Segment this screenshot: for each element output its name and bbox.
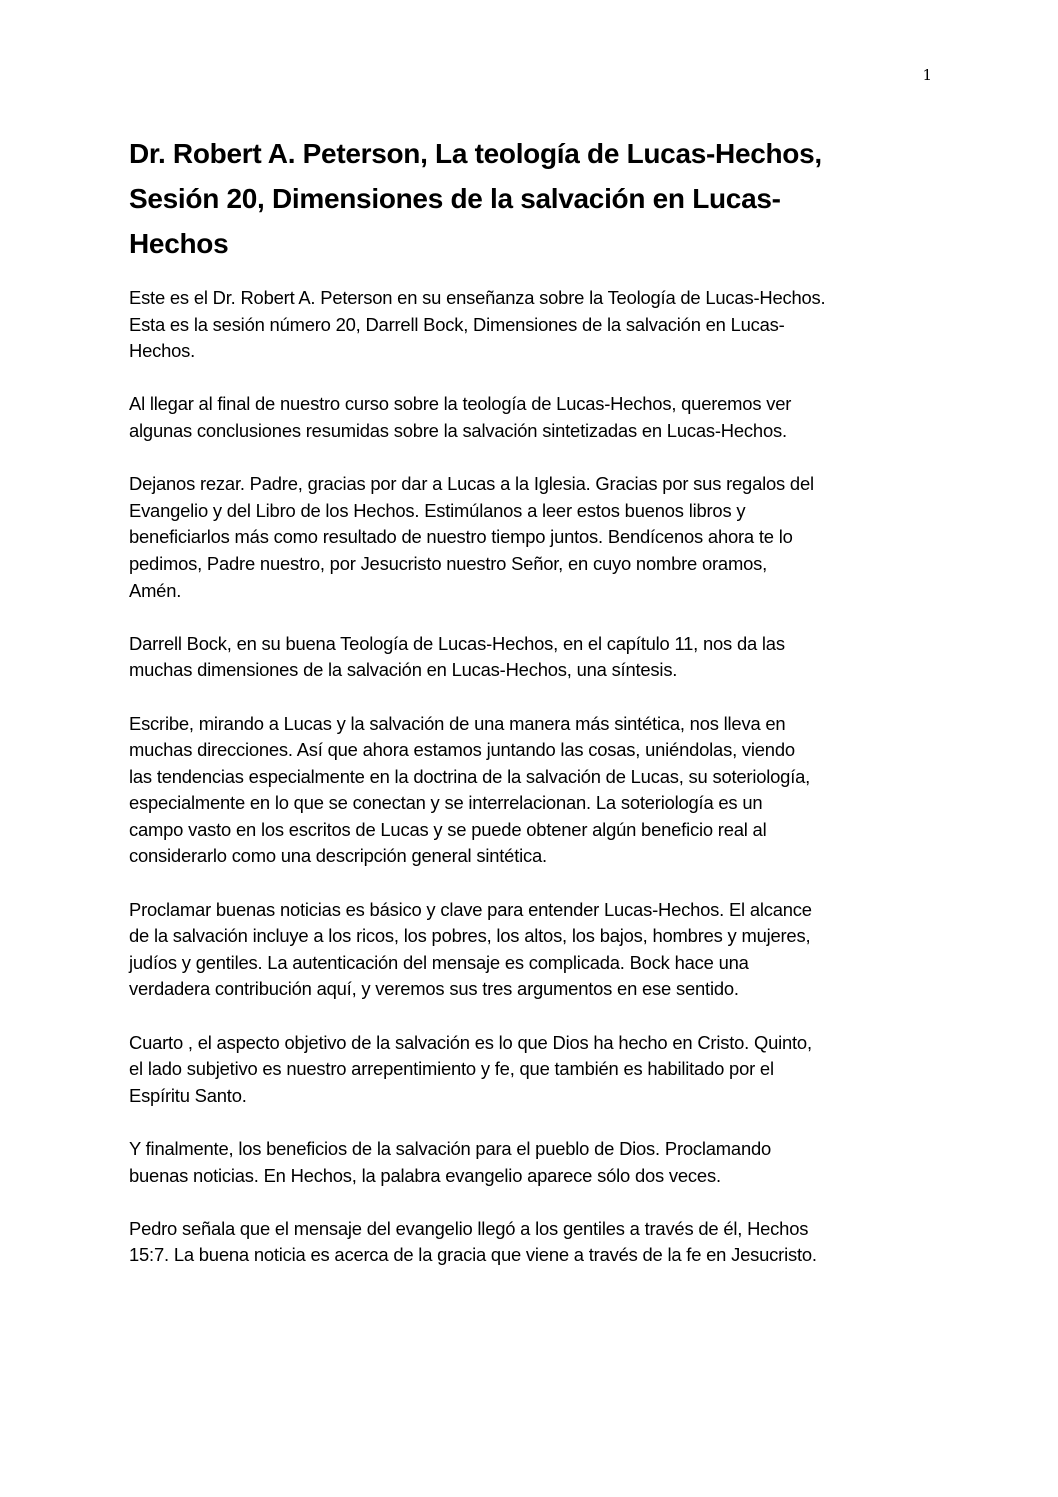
text-line: beneficiarlos más como resultado de nuestro tiempo juntos. Bendícenos ahora te lo: [129, 526, 793, 548]
text-line: algunas conclusiones resumidas sobre la salvación sintetizadas en Lucas-Hechos.: [129, 419, 787, 441]
text-line: Al llegar al final de nuestro curso sobre la teología de Lucas-Hechos, queremos ver: [129, 393, 792, 415]
document-title: [129, 131, 919, 266]
text-line: Evangelio y del Libro de los Hechos. Estimúlanos a leer estos buenos libros y: [129, 499, 746, 521]
title-line: Dr. Robert A. Peterson, La teología de Lucas-Hechos,: [129, 138, 822, 169]
paragraph-course-end: [129, 391, 929, 444]
text-line: Esta es la sesión número 20, Darrell Bock, Dimensiones de la salvación en Lucas-: [129, 313, 785, 335]
paragraph-benefits: [129, 1136, 929, 1189]
paragraph-intro: [129, 285, 929, 365]
text-line: judíos y gentiles. La autenticación del mensaje es complicada. Bock hace una: [129, 951, 749, 973]
paragraph-objective-subjective: [129, 1030, 929, 1110]
paragraph-synthesis: [129, 711, 929, 871]
text-line: Dejanos rezar. Padre, gracias por dar a Lucas a la Iglesia. Gracias por sus regalos del: [129, 473, 814, 495]
text-line: buenas noticias. En Hechos, la palabra evangelio aparece sólo dos veces.: [129, 1164, 721, 1186]
text-line: el lado subjetivo es nuestro arrepentimiento y fe, que también es habilitado por el: [129, 1058, 774, 1080]
text-line: muchas direcciones. Así que ahora estamos juntando las cosas, uniéndolas, viendo: [129, 739, 795, 761]
text-line: muchas dimensiones de la salvación en Lucas-Hechos, una síntesis.: [129, 659, 678, 681]
text-line: Cuarto , el aspecto objetivo de la salvación es lo que Dios ha hecho en Cristo. Quinto,: [129, 1031, 812, 1053]
document-body: [129, 285, 929, 1296]
title-line: Hechos: [129, 228, 229, 259]
paragraph-prayer: [129, 471, 929, 604]
text-line: Espíritu Santo.: [129, 1084, 247, 1106]
text-line: Amén.: [129, 579, 182, 601]
text-line: pedimos, Padre nuestro, por Jesucristo nuestro Señor, en cuyo nombre oramos,: [129, 552, 768, 574]
text-line: considerarlo como una descripción general sintética.: [129, 845, 547, 867]
paragraph-proclaim: [129, 897, 929, 1003]
text-line: Este es el Dr. Robert A. Peterson en su enseñanza sobre la Teología de Lucas-Hechos.: [129, 287, 826, 308]
text-line: Y finalmente, los beneficios de la salvación para el pueblo de Dios. Proclamando: [129, 1138, 772, 1159]
page-number: 1: [922, 66, 932, 84]
text-line: campo vasto en los escritos de Lucas y se puede obtener algún beneficio real al: [129, 818, 767, 840]
text-line: verdadera contribución aquí, y veremos sus tres argumentos en ese sentido.: [129, 978, 739, 1000]
paragraph-peter: [129, 1216, 929, 1269]
text-line: Proclamar buenas noticias es básico y clave para entender Lucas-Hechos. El alcance: [129, 898, 812, 920]
text-line: Darrell Bock, en su buena Teología de Lucas-Hechos, en el capítulo 11, nos da las: [129, 632, 785, 654]
title-line: Sesión 20, Dimensiones de la salvación en Lucas-: [129, 183, 781, 214]
text-line: de la salvación incluye a los ricos, los pobres, los altos, los bajos, hombres y mujeres,: [129, 925, 811, 947]
text-line: especialmente en lo que se conectan y se interrelacionan. La soteriología es un: [129, 792, 763, 814]
text-line: Escribe, mirando a Lucas y la salvación de una manera más sintética, nos lleva en: [129, 712, 786, 734]
text-line: 15:7. La buena noticia es acerca de la gracia que viene a través de la fe en Jesucristo.: [129, 1244, 817, 1266]
paragraph-bock-chapter: [129, 631, 929, 684]
text-line: Hechos.: [129, 340, 196, 362]
text-line: Pedro señala que el mensaje del evangelio llegó a los gentiles a través de él, Hechos: [129, 1217, 809, 1239]
text-line: las tendencias especialmente en la doctrina de la salvación de Lucas, su soteriología,: [129, 765, 811, 787]
